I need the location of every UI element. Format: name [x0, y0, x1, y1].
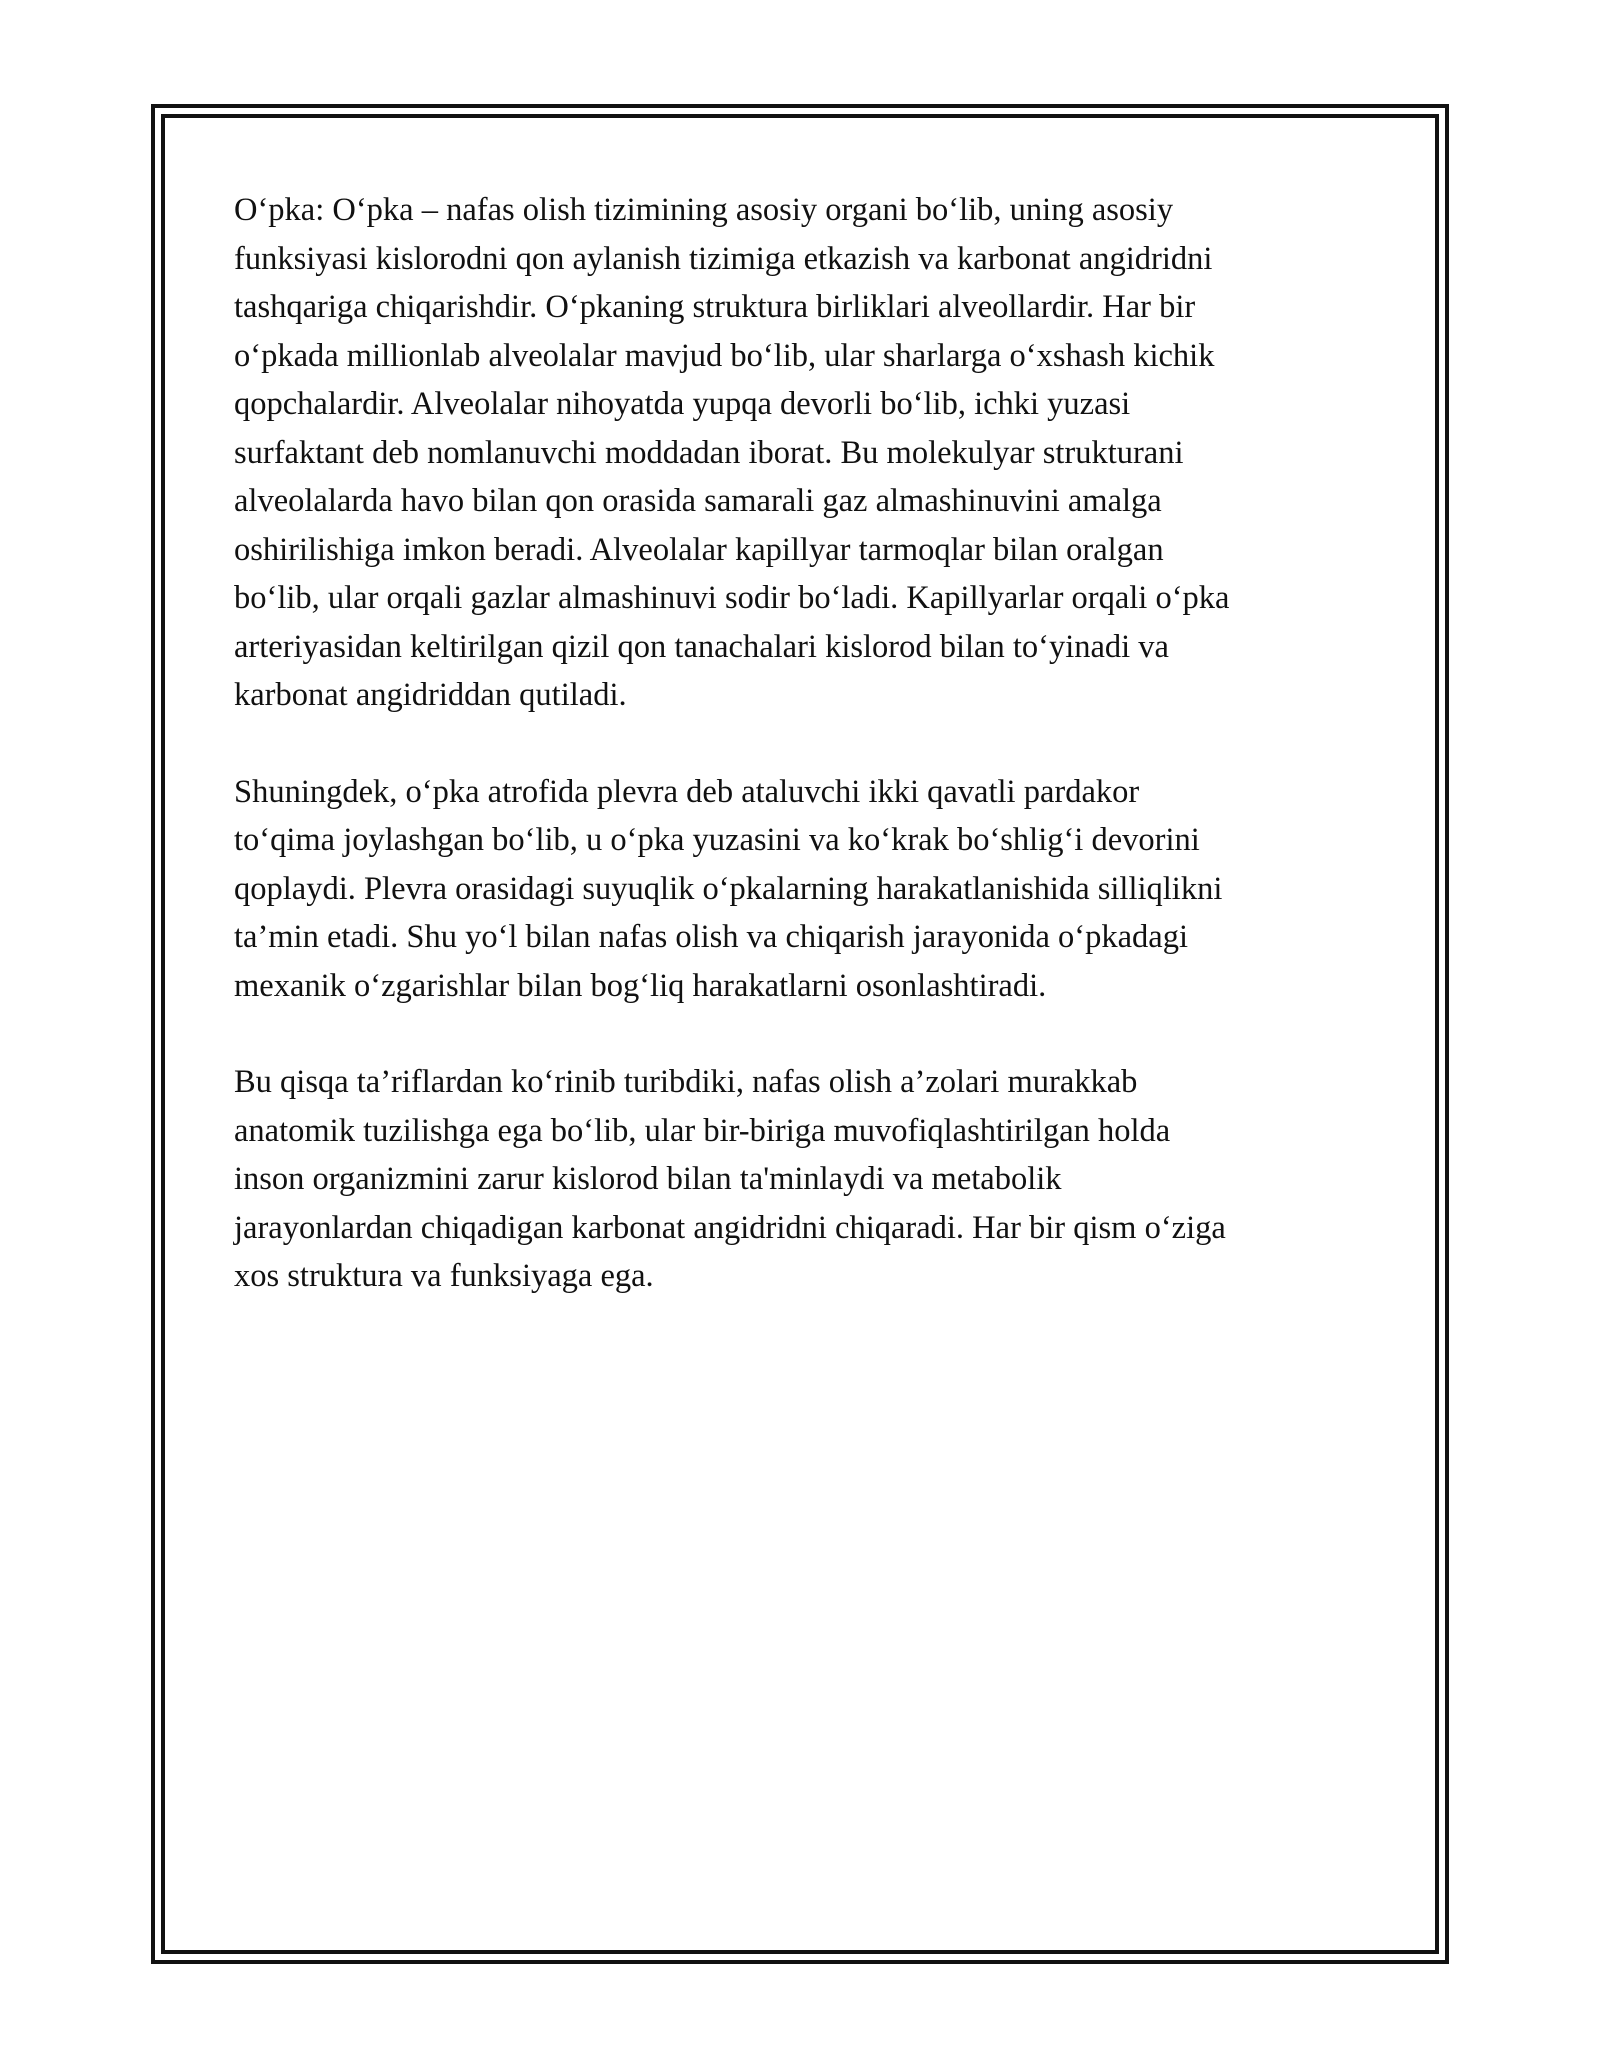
- paragraph-summary: Bu qisqa ta’riflardan ko‘rinib turibdiki, nafas olish a’zolari murakkab anatomik tuzilishga ega bo‘lib, ular bir-biriga muvofiqlashtirilgan holda inson organizmini zarur kislorod bilan ta'minlaydi va metabolik jarayonlardan chiqadigan karbonat angidridni chiqaradi. Har bir qism o‘ziga xos struktura va funksiyaga ega.: [234, 1064, 1226, 1294]
- paragraph-pleura: Shuningdek, o‘pka atrofida plevra deb ataluvchi ikki qavatli pardakor to‘qima joylashgan bo‘lib, u o‘pka yuzasini va ko‘krak bo‘shlig‘i devorini qoplaydi. Plevra orasidagi suyuqlik o‘pkalarning harakatlanishida silliqlikni ta’min etadi. Shu yo‘l bilan nafas olish va chiqarish jarayonida o‘pkadagi mexanik o‘zgarishlar bilan bog‘liq harakatlarni osonlashtiradi.: [234, 773, 1223, 1004]
- document-body: [234, 186, 1374, 1349]
- paragraph-lungs: O‘pka: O‘pka – nafas olish tizimining asosiy organi bo‘lib, uning asosiy funksiyasi kislorodni qon aylanish tizimiga etkazish va karbonat angidridni tashqariga chiqarishdir. O‘pkaning struktura birliklari alveollardir. Har bir o‘pkada millionlab alveolalar mavjud bo‘lib, ular sharlarga o‘xshash kichik qopchalardir. Alveolalar nihoyatda yupqa devorli bo‘lib, ichki yuzasi surfaktant deb nomlanuvchi moddadan iborat. Bu molekulyar strukturani alveolalarda havo bilan qon orasida samarali gaz almashinuvini amalga oshirilishiga imkon beradi. Alveolalar kapillyar tarmoqlar bilan oralgan bo‘lib, ular orqali gazlar almashinuvi sodir bo‘ladi. Kapillyarlar orqali o‘pka arteriyasidan keltirilgan qizil qon tanachalari kislorod bilan to‘yinadi va karbonat angidriddan qutiladi.: [234, 192, 1230, 713]
